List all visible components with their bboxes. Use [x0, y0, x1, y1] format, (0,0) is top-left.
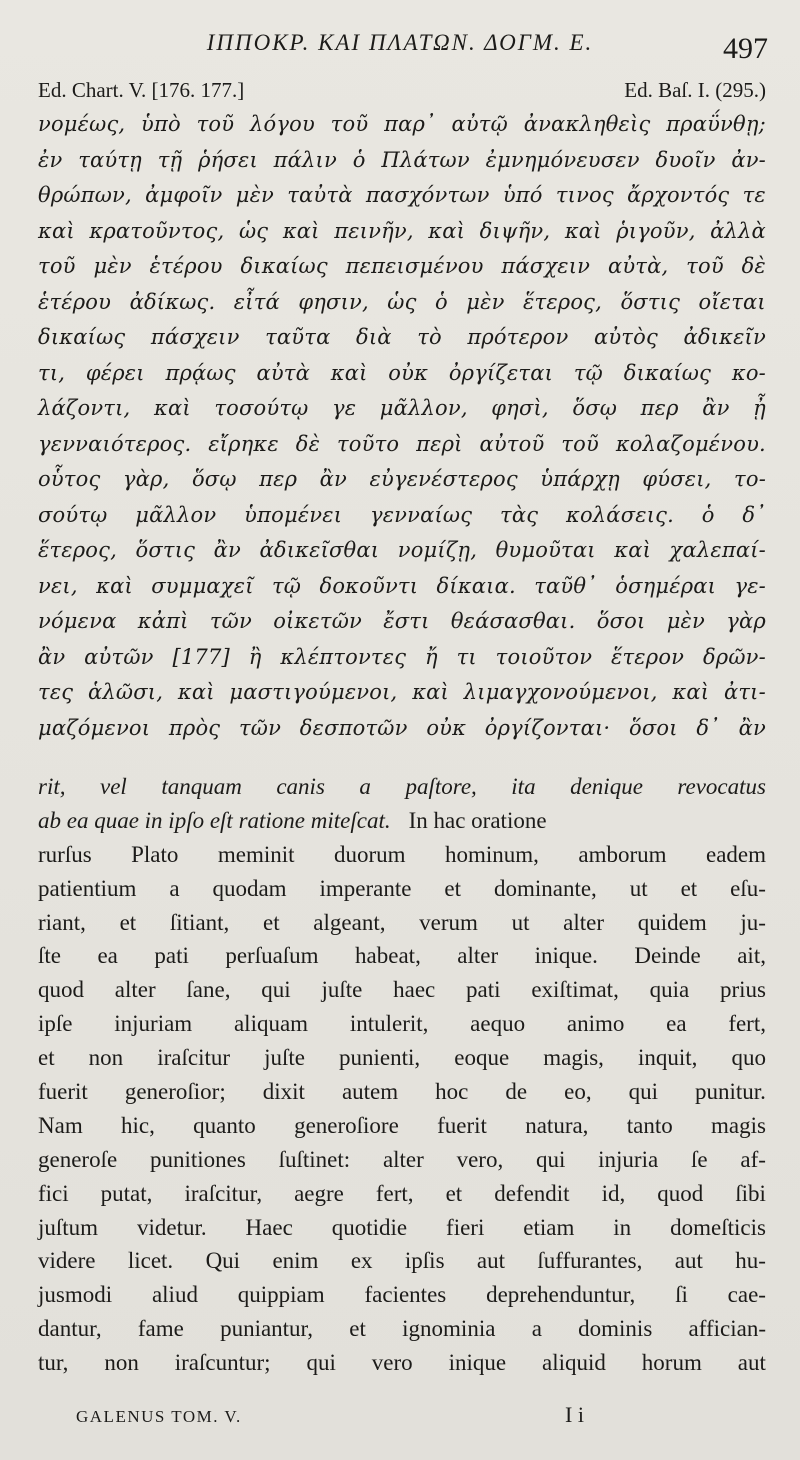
latin-line: fici putat, iraſcitur, aegre fert, et defendit id, quod ſibi [38, 1180, 766, 1206]
greek-line: ἑτέρου ἀδίκως. εἶτά φησιν, ὡς ὁ μὲν ἕτερος, ὅστις οἴεται [38, 289, 766, 314]
latin-line: patientium a quodam imperante et dominante, ut et eſu- [38, 875, 766, 901]
latin-line [38, 804, 766, 838]
latin-line: ipſe injuriam aliquam intulerit, aequo animo ea fert, [38, 1011, 766, 1037]
latin-text-block [38, 770, 766, 1380]
latin-line: videre licet. Qui enim ex ipſis aut ſuffurantes, aut hu- [38, 1248, 766, 1274]
greek-line: νόμενα κἀπὶ τῶν οἰκετῶν ἔστι θεάσασθαι. ὅσοι μὲν γὰρ [38, 609, 766, 633]
latin-line: ſte ea pati perſuaſum habeat, alter inique. Deinde ait, [38, 943, 766, 969]
greek-line: μαζόμενοι πρὸς τῶν δεσποτῶν οὐκ ὀργίζονται· ὅσοι δ᾽ ἂν [38, 715, 766, 740]
greek-line: νει, καὶ συμμαχεῖ τῷ δοκοῦντι δίκαια. ταῦθ᾽ ὁσημέραι γε- [38, 573, 766, 598]
latin-italic-fragment: ab ea quae in ipſo eſt ratione miteſcat. [38, 807, 391, 833]
latin-line: rurſus Plato meminit duorum hominum, amborum eadem [38, 841, 766, 867]
edition-reference-line [38, 78, 766, 103]
edition-basil-reference: Ed. Baſ. I. (295.) [624, 78, 766, 102]
latin-line: Nam hic, quanto generoſiore fuerit natura, tanto magis [38, 1112, 766, 1138]
greek-line: οὗτος γὰρ, ὅσῳ περ ἂν εὐγενέστερος ὑπάρχῃ φύσει, το- [38, 467, 766, 491]
greek-line: γενναιότερος. εἴρηκε δὲ τοῦτο περὶ αὐτοῦ τοῦ κολαζομένου. [38, 431, 766, 456]
latin-line: et non iraſcitur juſte punienti, eoque magis, inquit, quo [38, 1045, 766, 1071]
greek-line: ἐν ταύτῃ τῇ ῥήσει πάλιν ὁ Πλάτων ἐμνημόνευσεν δυοῖν ἀν- [38, 147, 766, 172]
running-head: ΙΠΠΟΚΡ. ΚΑΙ ΠΛΑΤΩΝ. ΔΟΓΜ. Ε. [206, 30, 594, 55]
latin-line: riant, et ſitiant, et algeant, verum ut alter quidem ju- [38, 909, 766, 935]
page-number: 497 [723, 32, 768, 65]
greek-line: τες ἁλῶσι, καὶ μαστιγούμενοι, καὶ λιμαγχονούμενοι, καὶ ἀτι- [38, 680, 766, 704]
latin-line: generoſe punitiones ſuſtinet: alter vero, qui injuria ſe af- [38, 1146, 766, 1172]
latin-line: rit, vel tanquam canis a paſtore, ita denique revocatus [38, 774, 766, 799]
greek-line: ἕτερος, ὅστις ἂν ἀδικεῖσθαι νομίζῃ, θυμοῦται καὶ χαλεπαί- [38, 538, 766, 562]
greek-line: λάζοντι, καὶ τοσούτῳ γε μᾶλλον, φησὶ, ὅσῳ περ ἂν ᾖ [38, 396, 766, 420]
edition-chart-reference: Ed. Chart. V. [176. 177.] [38, 78, 245, 102]
latin-line: dantur, fame puniantur, et ignominia a dominis affician- [38, 1316, 766, 1342]
greek-text-block [38, 107, 766, 746]
greek-line: τοῦ μὲν ἑτέρου δικαίως πεπεισμένου πάσχειν αὐτὰ, τοῦ δὲ [38, 254, 766, 278]
latin-line: jusmodi aliud quippiam facientes deprehenduntur, ſi cae- [38, 1282, 766, 1308]
gathering-mark: I i [565, 1402, 584, 1427]
latin-line: juſtum videtur. Haec quotidie fieri etiam in domeſticis [38, 1214, 766, 1240]
greek-line: δικαίως πάσχειν ταῦτα διὰ τὸ πρότερον αὐτὸς ἀδικεῖν [38, 325, 766, 349]
signature-mark: GALENUS TOM. V. [76, 1407, 242, 1426]
latin-line: tur, non iraſcuntur; qui vero inique aliquid horum aut [38, 1350, 766, 1376]
latin-line: quod alter ſane, qui juſte haec pati exiſtimat, quia prius [38, 977, 766, 1003]
latin-roman-fragment: In hac oratione [408, 807, 547, 833]
greek-line: τι, φέρει πρᾴως αὐτὰ καὶ οὐκ ὀργίζεται τῷ δικαίως κο- [38, 360, 766, 385]
greek-line: ἂν αὐτῶν [177] ἢ κλέπτοντες ἤ τι τοιοῦτον ἕτερον δρῶν- [38, 644, 766, 669]
greek-line: καὶ κρατοῦντος, ὡς καὶ πεινῆν, καὶ διψῆν, καὶ ῥιγοῦν, ἀλλὰ [38, 218, 766, 243]
greek-line: σούτῳ μᾶλλον ὑπομένει γενναίως τὰς κολάσεις. ὁ δ᾽ [38, 502, 766, 527]
latin-line: fuerit generoſior; dixit autem hoc de eo, qui punitur. [38, 1079, 766, 1105]
greek-line: νομέως, ὑπὸ τοῦ λόγου τοῦ παρ᾽ αὐτῷ ἀνακληθεὶς πραΰνθῃ; [38, 112, 766, 136]
greek-line: θρώπων, ἀμφοῖν μὲν ταὐτὰ πασχόντων ὑπό τινος ἄρχοντός τε [38, 183, 766, 207]
